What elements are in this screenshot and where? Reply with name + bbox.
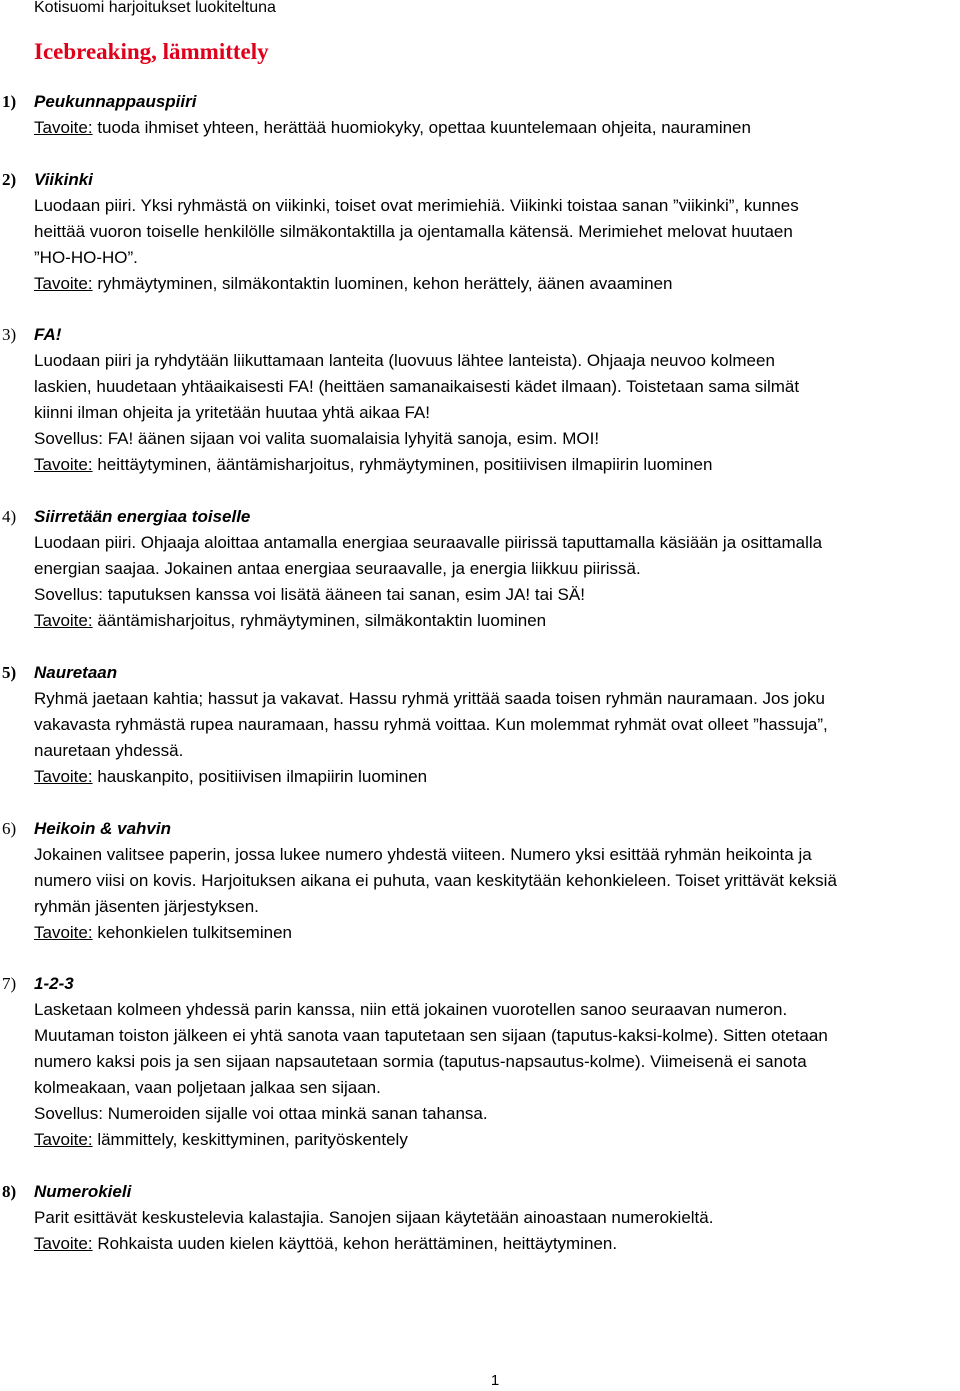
section-line: heittää vuoron toiselle henkilölle silmäkontaktilla ja ojentamalla kätensä. Merimiehet melovat huutaen <box>34 222 793 241</box>
section-title: Heikoin & vahvin <box>34 819 171 838</box>
tavoite-label: Tavoite: <box>34 611 93 630</box>
section-line: Sovellus: Numeroiden sijalle voi ottaa minkä sanan tahansa. <box>34 1104 488 1123</box>
tavoite-line <box>34 1231 960 1257</box>
page-number: 1 <box>490 1372 500 1389</box>
tavoite-line <box>34 1127 960 1153</box>
section-line: Lasketaan kolmeen yhdessä parin kanssa, niin että jokainen vuorotellen sanoo seuraavan numeron. <box>34 1000 788 1019</box>
section-body <box>34 1179 960 1257</box>
section-title: Numerokieli <box>34 1182 132 1201</box>
page-header: Kotisuomi harjoitukset luokiteltuna <box>34 0 276 16</box>
tavoite-label: Tavoite: <box>34 1234 93 1253</box>
section-title: FA! <box>34 325 62 344</box>
tavoite-text: heittäytyminen, ääntämisharjoitus, ryhmäytyminen, positiivisen ilmapiirin luominen <box>92 455 713 474</box>
section-line: Jokainen valitsee paperin, jossa lukee numero yhdestä viiteen. Numero yksi esittää ryhmän heikointa ja <box>34 845 812 864</box>
section-number: 8) <box>2 1182 17 1201</box>
tavoite-text: ääntämisharjoitus, ryhmäytyminen, silmäkontaktin luominen <box>92 611 547 630</box>
section-body <box>34 971 960 1153</box>
section-body <box>34 504 960 634</box>
section-line: Sovellus: FA! äänen sijaan voi valita suomalaisia lyhyitä sanoja, esim. MOI! <box>34 429 600 448</box>
section-line: Sovellus: taputuksen kanssa voi lisätä ääneen tai sanan, esim JA! tai SÄ! <box>34 585 585 604</box>
section-title: 1-2-3 <box>34 974 74 993</box>
section-line: Luodaan piiri. Ohjaaja aloittaa antamalla energiaa seuraavalle piirissä taputtamalla käsiään ja osittamalla <box>34 533 823 552</box>
section-body <box>34 89 960 141</box>
section-title: Peukunnappauspiiri <box>34 92 197 111</box>
tavoite-label: Tavoite: <box>34 455 93 474</box>
section-line: kiinni ilman ohjeita ja yritetään huutaa yhtä aikaa FA! <box>34 403 430 422</box>
section-number: 2) <box>2 170 17 189</box>
tavoite-text: lämmittely, keskittyminen, parityöskentely <box>92 1130 408 1149</box>
tavoite-text: kehonkielen tulkitseminen <box>92 923 292 942</box>
section-line: ”HO-HO-HO”. <box>34 248 138 267</box>
section-line: energian saajaa. Jokainen antaa energiaa seuraavalle, ja energia liikkuu piirissä. <box>34 559 641 578</box>
tavoite-label: Tavoite: <box>34 274 93 293</box>
section-number: 6) <box>2 819 17 838</box>
tavoite-text: tuoda ihmiset yhteen, herättää huomiokyky, opettaa kuuntelemaan ohjeita, nauraminen <box>92 118 751 137</box>
tavoite-label: Tavoite: <box>34 767 93 786</box>
tavoite-line <box>34 920 960 946</box>
tavoite-line <box>34 608 960 634</box>
section-line: numero kaksi pois ja sen sijaan napsautetaan sormia (taputus-napsautus-kolme). Viimeisenä ei sanota <box>34 1052 807 1071</box>
tavoite-line <box>34 452 960 478</box>
section-body <box>34 167 960 297</box>
section-line: Ryhmä jaetaan kahtia; hassut ja vakavat. Hassu ryhmä yrittää saada toisen ryhmän nauramaan. Jos joku <box>34 689 825 708</box>
section-title: Siirretään energiaa toiselle <box>34 507 251 526</box>
section-line: nauretaan yhdessä. <box>34 741 184 760</box>
section-body <box>34 816 960 946</box>
section-line: Luodaan piiri ja ryhdytään liikuttamaan lanteita (luovuus lähtee lanteista). Ohjaaja neuvoo kolmeen <box>34 351 775 370</box>
section-number: 7) <box>2 974 17 993</box>
section-line: Parit esittävät keskustelevia kalastajia. Sanojen sijaan käytetään ainoastaan numerokieltä. <box>34 1208 714 1227</box>
section-number: 5) <box>2 663 17 682</box>
section-number: 3) <box>2 325 17 344</box>
tavoite-label: Tavoite: <box>34 118 93 137</box>
section-line: vakavasta ryhmästä rupea nauramaan, hassu ryhmä voittaa. Kun molemmat ryhmät ovat olleet ”hassuja”, <box>34 715 828 734</box>
section-line: ryhmän jäsenten järjestyksen. <box>34 897 259 916</box>
tavoite-text: Rohkaista uuden kielen käyttöä, kehon herättäminen, heittäytyminen. <box>92 1234 618 1253</box>
section-line: kolmeakaan, vaan poljetaan jalkaa sen sijaan. <box>34 1078 381 1097</box>
tavoite-line <box>34 271 960 297</box>
section-body <box>34 660 960 790</box>
tavoite-line <box>34 764 960 790</box>
tavoite-line <box>34 115 960 141</box>
section-line: numero viisi on kovis. Harjoituksen aikana ei puhuta, vaan keskitytään kehonkieleen. Toiset yrittävät keksiä <box>34 871 837 890</box>
tavoite-text: ryhmäytyminen, silmäkontaktin luominen, kehon herättely, äänen avaaminen <box>92 274 673 293</box>
section-line: laskien, huudetaan yhtäaikaisesti FA! (heittäen samanaikaisesti kädet ilmaan). Toistetaan sama silmät <box>34 377 800 396</box>
tavoite-label: Tavoite: <box>34 923 93 942</box>
page-title: Icebreaking, lämmittely <box>34 39 269 64</box>
section-line: Muutaman toiston jälkeen ei yhtä sanota vaan taputetaan sen sijaan (taputus-kaksi-kolme). Sitten otetaan <box>34 1026 828 1045</box>
tavoite-text: hauskanpito, positiivisen ilmapiirin luominen <box>92 767 428 786</box>
section-title: Viikinki <box>34 170 93 189</box>
section-title: Nauretaan <box>34 663 118 682</box>
section-number: 1) <box>2 92 17 111</box>
section-body <box>34 322 960 478</box>
section-number: 4) <box>2 507 17 526</box>
section-line: Luodaan piiri. Yksi ryhmästä on viikinki, toiset ovat merimiehiä. Viikinki toistaa sanan ”viikinki”, kunnes <box>34 196 799 215</box>
tavoite-label: Tavoite: <box>34 1130 93 1149</box>
